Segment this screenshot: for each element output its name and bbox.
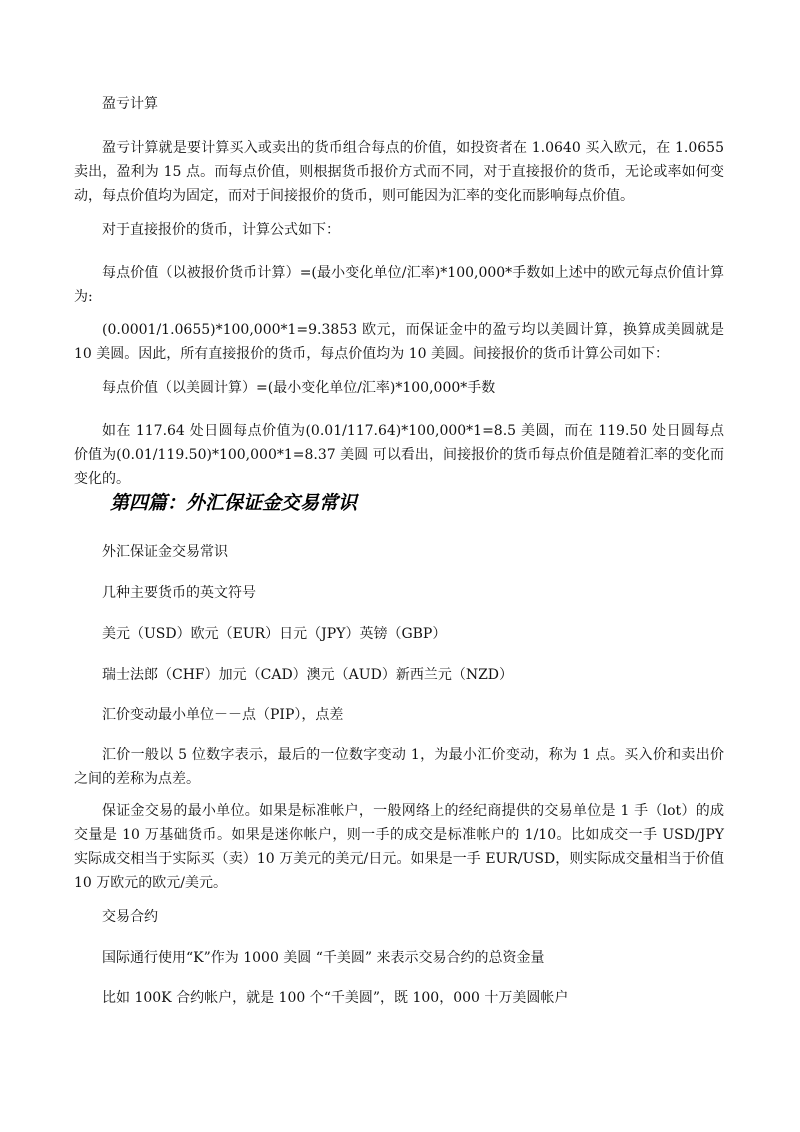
paragraph-contract-title: 交易合约: [102, 909, 158, 925]
paragraph-direct-quote-formula: 每点价值（以被报价货币计算）=(最小变化单位/汇率)*100,000*手数如上述中的欧元每点价值计算为:: [74, 265, 724, 305]
paragraph-minimum-lot: 保证金交易的最小单位。如果是标准帐户，一般网络上的经纪商提供的交易单位是 1 手（lot）的成交量是 10 万基础货币。如果是迷你帐户，则一手的成交是标准帐户的 1/10。比如成交一手 USD/JPY 实际成交相当于实际买（卖）10 万美元的美元/日元。如果是一手 EUR/USD，则实际成交量相当于价值 10 万欧元的欧元/美元。: [74, 803, 724, 891]
paragraph-profit-loss-title: 盈亏计算: [102, 96, 158, 112]
paragraph-direct-quote-example: (0.0001/1.0655)*100,000*1=9.3853 欧元，而保证金中的盈亏均以美圆计算，换算成美圆就是 10 美圆。因此，所有直接报价的货币，每点价值均为 10 美圆。间接报价的货币计算公司如下：: [74, 322, 724, 362]
paragraph-pip-title: 汇价变动最小单位－－点（PIP），点差: [102, 707, 344, 723]
paragraph-currency-symbols-title: 几种主要货币的英文符号: [102, 585, 256, 601]
paragraph-indirect-quote-formula: 每点价值（以美圆计算）=(最小变化单位/汇率)*100,000*手数: [102, 380, 496, 396]
paragraph-contract-example: 比如 100K 合约帐户，就是 100 个“千美圆”，既 100，000 十万美圆帐户: [102, 990, 569, 1006]
paragraph-pip-explanation: 汇价一般以 5 位数字表示，最后的一位数字变动 1，为最小汇价变动，称为 1 点。买入价和卖出价之间的差称为点差。: [74, 747, 724, 787]
paragraph-currency-symbols-line-1: 美元（USD）欧元（EUR）日元（JPY）英镑（GBP）: [102, 626, 447, 642]
paragraph-indirect-quote-example: 如在 117.64 处日圆每点价值为(0.01/117.64)*100,000*1=8.5 美圆，而在 119.50 处日圆每点价值为(0.01/119.50)*100,000*1=8.37 美圆 可以看出，间接报价的货币每点价值是随着汇率的变化而变化的。: [74, 423, 724, 487]
paragraph-currency-symbols-line-2: 瑞士法郎（CHF）加元（CAD）澳元（AUD）新西兰元（NZD）: [102, 667, 514, 683]
paragraph-forex-basics-title: 外汇保证金交易常识: [102, 544, 228, 560]
paragraph-contract-k-usage: 国际通行使用“K”作为 1000 美圆 “千美圆” 来表示交易合约的总资金量: [102, 950, 545, 966]
paragraph-direct-quote-intro: 对于直接报价的货币，计算公式如下：: [102, 222, 340, 238]
paragraph-profit-loss-explanation: 盈亏计算就是要计算买入或卖出的货币组合每点的价值，如投资者在 1.0640 买入欧元，在 1.0655 卖出，盈利为 15 点。而每点价值，则根据货币报价方式而不同，对于直接报价的货币，无论或率如何变动，每点价值均为固定，而对于间接报价的货币，则可能因为汇率的变化而影响每点价值。: [74, 140, 724, 204]
section-heading: 第四篇：外汇保证金交易常识: [110, 492, 358, 514]
